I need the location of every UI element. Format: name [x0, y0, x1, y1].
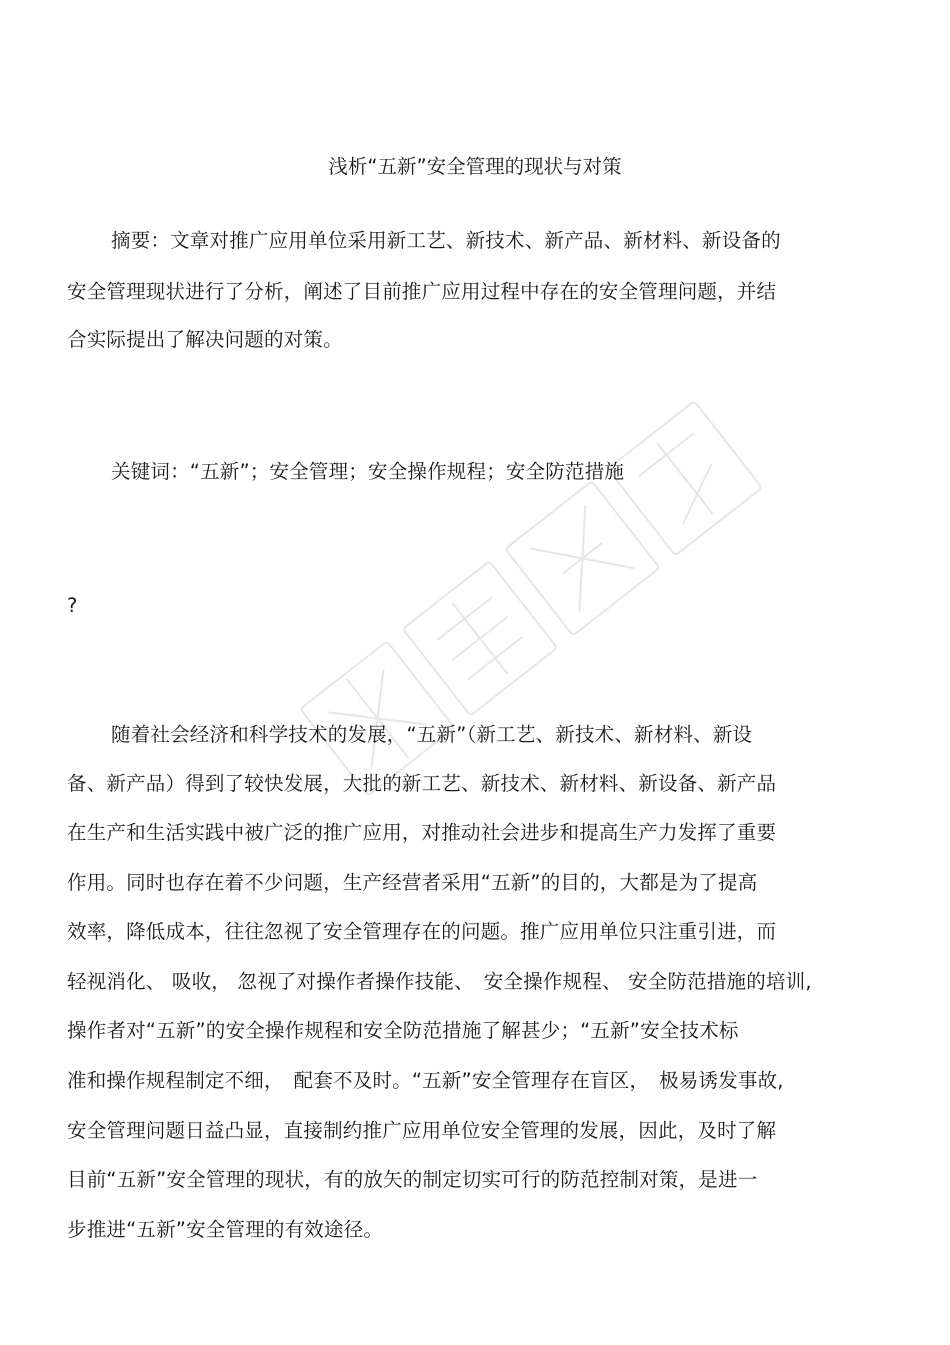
body-line: 备、新产品）得到了较快发展，大批的新工艺、新技术、新材料、新设备、新产品	[67, 772, 777, 795]
body-line: 在生产和生活实践中被广泛的推广应用，对推动社会进步和提高生产力发挥了重要	[67, 821, 777, 844]
body-line: 步推进“五新”安全管理的有效途径。	[67, 1218, 384, 1241]
abstract-line: 合实际提出了解决问题的对策。	[67, 328, 343, 351]
body-line: 随着社会经济和科学技术的发展，“五新”（新工艺、新技术、新材料、新设	[111, 723, 753, 746]
document-title: 浅析“五新”安全管理的现状与对策	[328, 155, 622, 178]
body-line: 效率，降低成本，往往忽视了安全管理存在的问题。推广应用单位只注重引进，而	[67, 920, 777, 943]
keywords-line: 关键词：“五新”；安全管理；安全操作规程；安全防范措施	[111, 460, 625, 483]
question-mark: ?	[67, 594, 78, 617]
body-line: 轻视消化、 吸收， 忽视了对操作者操作技能、 安全操作规程、 安全防范措施的培训,	[67, 970, 812, 993]
body-line: 操作者对“五新”的安全操作规程和安全防范措施了解甚少；“五新”安全技术标	[67, 1019, 739, 1042]
body-line: 目前“五新”安全管理的现状，有的放矢的制定切实可行的防范控制对策，是进一	[67, 1168, 758, 1191]
body-line: 安全管理问题日益凸显，直接制约推广应用单位安全管理的发展，因此，及时了解	[67, 1119, 777, 1142]
body-line: 准和操作规程制定不细， 配套不及时。“五新”安全管理存在盲区， 极易诱发事故,	[67, 1069, 784, 1092]
abstract-line: 摘要：文章对推广应用单位采用新工艺、新技术、新产品、新材料、新设备的	[111, 229, 781, 252]
abstract-line: 安全管理现状进行了分析，阐述了目前推广应用过程中存在的安全管理问题，并结	[67, 280, 777, 303]
body-line: 作用。同时也存在着不少问题，生产经营者采用“五新”的目的，大都是为了提高	[67, 871, 758, 894]
